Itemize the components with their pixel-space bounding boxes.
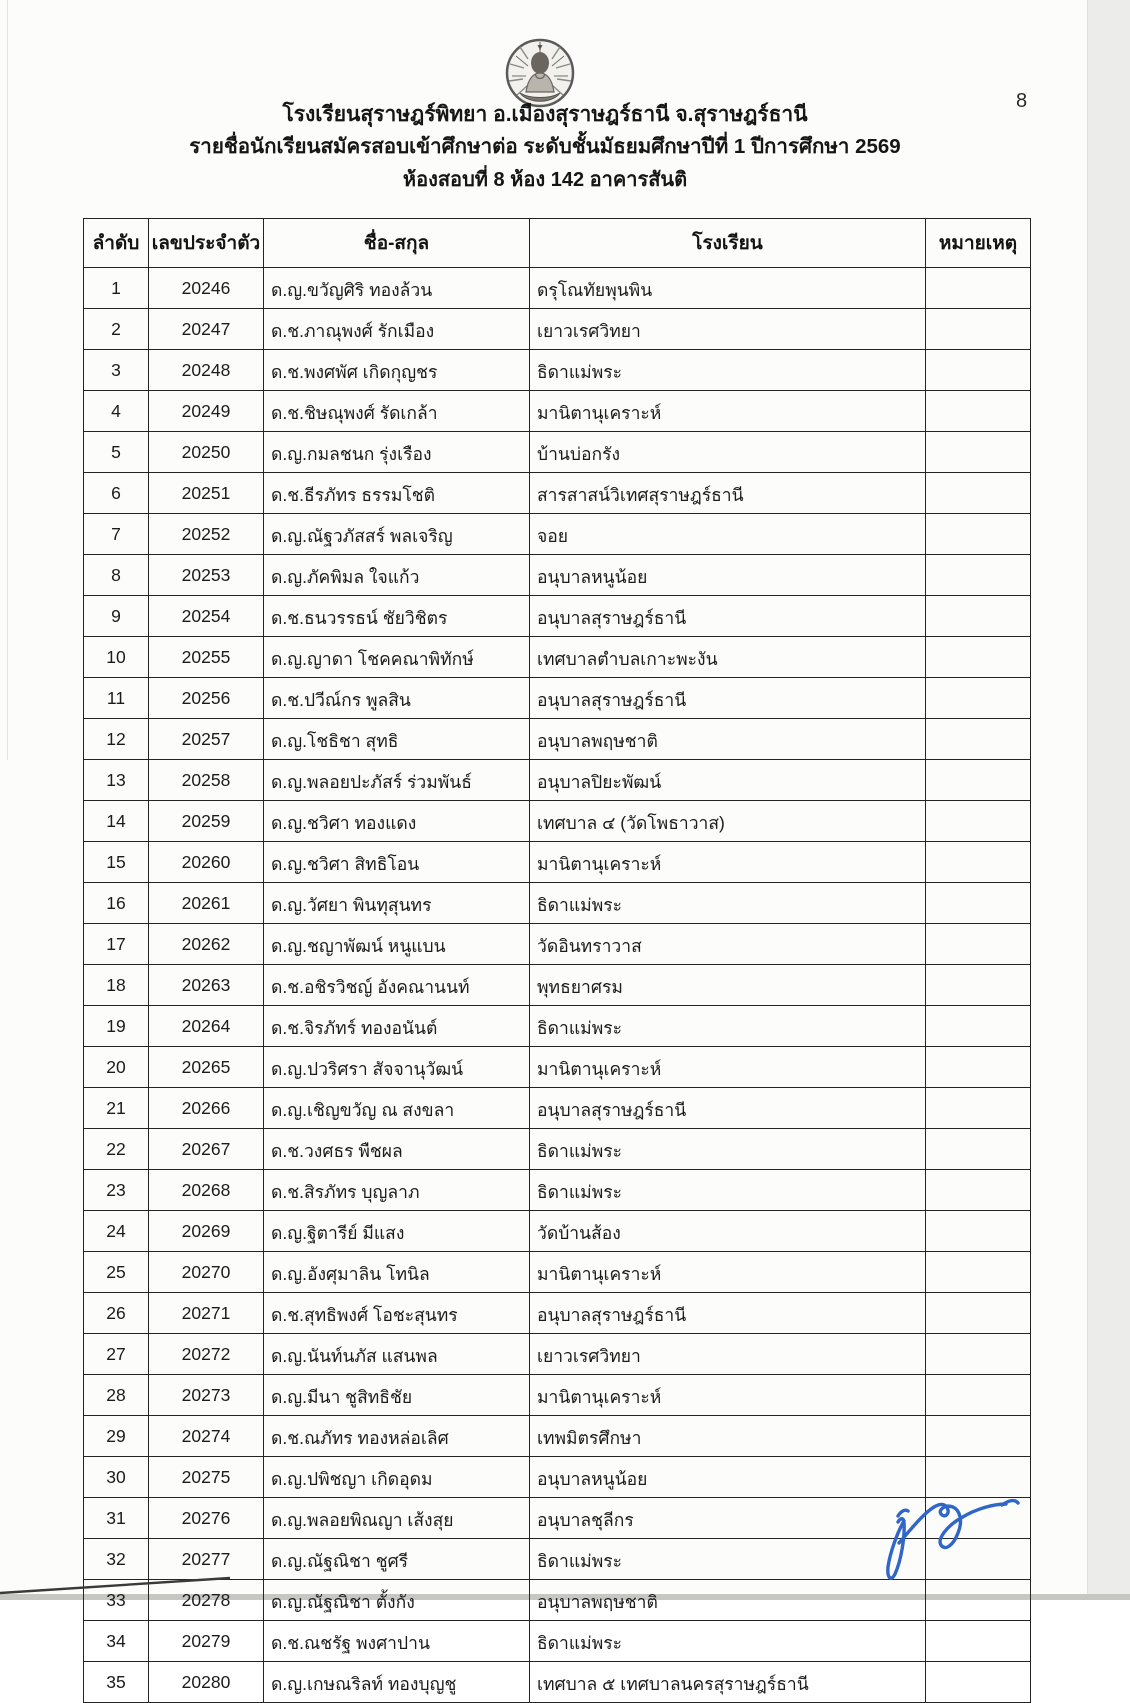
student-id-cell: 20257 <box>149 719 264 760</box>
student-id-cell: 20252 <box>149 514 264 555</box>
note-cell <box>926 1375 1031 1416</box>
order-cell: 14 <box>84 801 149 842</box>
order-cell: 30 <box>84 1457 149 1498</box>
table-row <box>84 1662 1031 1703</box>
name-cell: ด.ญ.วัศยา พินทุสุนทร <box>264 883 530 924</box>
name-cell: ด.ช.ภาณุพงศ์ รักเมือง <box>264 309 530 350</box>
name-cell: ด.ช.ณชรัฐ พงศาปาน <box>264 1621 530 1662</box>
school-cell: ธิดาแม่พระ <box>530 1621 926 1662</box>
school-cell: สารสาสน์วิเทศสุราษฎร์ธานี <box>530 473 926 514</box>
table-row <box>84 432 1031 473</box>
table-row <box>84 1539 1031 1580</box>
name-cell: ด.ช.สิรภัทร บุญลาภ <box>264 1170 530 1211</box>
name-cell: ด.ญ.ณัฐณิชา ชูศรี <box>264 1539 530 1580</box>
name-cell: ด.ช.สุทธิพงศ์ โอชะสุนทร <box>264 1293 530 1334</box>
name-cell: ด.ญ.ขวัญศิริ ทองล้วน <box>264 268 530 309</box>
school-cell: เทศบาลตำบลเกาะพะงัน <box>530 637 926 678</box>
school-cell: วัดบ้านส้อง <box>530 1211 926 1252</box>
school-cell: อนุบาลสุราษฎร์ธานี <box>530 1293 926 1334</box>
name-cell: ด.ญ.ชวิศา ทองแดง <box>264 801 530 842</box>
student-id-cell: 20279 <box>149 1621 264 1662</box>
school-cell: บ้านบ่อกรัง <box>530 432 926 473</box>
student-id-cell: 20250 <box>149 432 264 473</box>
table-row <box>84 309 1031 350</box>
table-row <box>84 1334 1031 1375</box>
note-cell <box>926 1539 1031 1580</box>
table-row <box>84 760 1031 801</box>
school-cell: จอย <box>530 514 926 555</box>
school-cell: อนุบาลพฤษชาติ <box>530 1580 926 1621</box>
table-row <box>84 1211 1031 1252</box>
note-cell <box>926 514 1031 555</box>
page-number: 8 <box>1016 90 1028 112</box>
name-cell: ด.ช.พงศพัศ เกิดกุญชร <box>264 350 530 391</box>
student-id-cell: 20263 <box>149 965 264 1006</box>
student-id-cell: 20267 <box>149 1129 264 1170</box>
name-cell: ด.ช.จิรภัทร์ ทองอนันต์ <box>264 1006 530 1047</box>
note-cell <box>926 965 1031 1006</box>
order-cell: 29 <box>84 1416 149 1457</box>
table-row <box>84 1498 1031 1539</box>
school-cell: เทศบาล ๕ เทศบาลนครสุราษฎร์ธานี <box>530 1662 926 1703</box>
header-school: โรงเรียน <box>530 219 926 268</box>
student-id-cell: 20275 <box>149 1457 264 1498</box>
note-cell <box>926 309 1031 350</box>
student-id-cell: 20266 <box>149 1088 264 1129</box>
student-id-cell: 20254 <box>149 596 264 637</box>
student-id-cell: 20270 <box>149 1252 264 1293</box>
note-cell <box>926 1252 1031 1293</box>
order-cell: 12 <box>84 719 149 760</box>
student-id-cell: 20264 <box>149 1006 264 1047</box>
table-row <box>84 1170 1031 1211</box>
name-cell: ด.ญ.เกษณริลท์ ทองบุญชู <box>264 1662 530 1703</box>
note-cell <box>926 432 1031 473</box>
name-cell: ด.ช.วงศธร พืชผล <box>264 1129 530 1170</box>
table-row <box>84 1375 1031 1416</box>
name-cell: ด.ญ.นันท์นภัส แสนพล <box>264 1334 530 1375</box>
order-cell: 2 <box>84 309 149 350</box>
table-row <box>84 678 1031 719</box>
table-row <box>84 268 1031 309</box>
table-row <box>84 1088 1031 1129</box>
name-cell: ด.ญ.พลอยพิณญา เส้งสุย <box>264 1498 530 1539</box>
school-cell: ธิดาแม่พระ <box>530 1170 926 1211</box>
name-cell: ด.ช.อชิรวิชญ์ อังคณานนท์ <box>264 965 530 1006</box>
student-id-cell: 20246 <box>149 268 264 309</box>
student-id-cell: 20271 <box>149 1293 264 1334</box>
note-cell <box>926 1662 1031 1703</box>
order-cell: 13 <box>84 760 149 801</box>
order-cell: 3 <box>84 350 149 391</box>
order-cell: 10 <box>84 637 149 678</box>
order-cell: 28 <box>84 1375 149 1416</box>
school-cell: อนุบาลหนูน้อย <box>530 555 926 596</box>
student-id-cell: 20268 <box>149 1170 264 1211</box>
order-cell: 19 <box>84 1006 149 1047</box>
table-row <box>84 965 1031 1006</box>
scan-right-edge <box>1087 0 1130 1600</box>
name-cell: ด.ญ.เชิญขวัญ ณ สงขลา <box>264 1088 530 1129</box>
student-id-cell: 20280 <box>149 1662 264 1703</box>
name-cell: ด.ช.ณภัทร ทองหล่อเลิศ <box>264 1416 530 1457</box>
note-cell <box>926 391 1031 432</box>
note-cell <box>926 719 1031 760</box>
student-id-cell: 20258 <box>149 760 264 801</box>
student-id-cell: 20269 <box>149 1211 264 1252</box>
table-row <box>84 801 1031 842</box>
order-cell: 9 <box>84 596 149 637</box>
school-cell: อนุบาลปิยะพัฒน์ <box>530 760 926 801</box>
name-cell: ด.ญ.ฐิตารีย์ มีแสง <box>264 1211 530 1252</box>
note-cell <box>926 1621 1031 1662</box>
note-cell <box>926 268 1031 309</box>
school-cell: พุทธยาศรม <box>530 965 926 1006</box>
note-cell <box>926 1580 1031 1621</box>
order-cell: 26 <box>84 1293 149 1334</box>
order-cell: 34 <box>84 1621 149 1662</box>
order-cell: 35 <box>84 1662 149 1703</box>
order-cell: 25 <box>84 1252 149 1293</box>
school-cell: อนุบาลสุราษฎร์ธานี <box>530 1088 926 1129</box>
table-row <box>84 473 1031 514</box>
student-id-cell: 20273 <box>149 1375 264 1416</box>
school-cell: ธิดาแม่พระ <box>530 883 926 924</box>
table-row <box>84 391 1031 432</box>
order-cell: 23 <box>84 1170 149 1211</box>
order-cell: 27 <box>84 1334 149 1375</box>
note-cell <box>926 1047 1031 1088</box>
table-row <box>84 1252 1031 1293</box>
name-cell: ด.ช.ปวีณ์กร พูลสิน <box>264 678 530 719</box>
order-cell: 17 <box>84 924 149 965</box>
table-row <box>84 1416 1031 1457</box>
school-cell: วัดอินทราวาส <box>530 924 926 965</box>
note-cell <box>926 678 1031 719</box>
table-row <box>84 350 1031 391</box>
list-title: รายชื่อนักเรียนสมัครสอบเข้าศึกษาต่อ ระดับชั้นมัธยมศึกษาปีที่ 1 ปีการศึกษา 2569 <box>189 135 901 158</box>
note-cell <box>926 1498 1031 1539</box>
name-cell: ด.ญ.ณัฐณิชา ตั้งกัง <box>264 1580 530 1621</box>
note-cell <box>926 801 1031 842</box>
school-cell: เทศบาล ๔ (วัดโพธาวาส) <box>530 801 926 842</box>
header-note: หมายเหตุ <box>926 219 1031 268</box>
student-id-cell: 20265 <box>149 1047 264 1088</box>
name-cell: ด.ญ.ญาดา โชคคณาพิทักษ์ <box>264 637 530 678</box>
note-cell <box>926 1088 1031 1129</box>
school-cell: มานิตานุเคราะห์ <box>530 842 926 883</box>
note-cell <box>926 1334 1031 1375</box>
table-row <box>84 637 1031 678</box>
order-cell: 18 <box>84 965 149 1006</box>
student-id-cell: 20251 <box>149 473 264 514</box>
name-cell: ด.ช.ธีรภัทร ธรรมโชติ <box>264 473 530 514</box>
note-cell <box>926 596 1031 637</box>
table-row <box>84 924 1031 965</box>
table-row <box>84 514 1031 555</box>
name-cell: ด.ช.ชิษณุพงศ์ รัดเกล้า <box>264 391 530 432</box>
order-cell: 20 <box>84 1047 149 1088</box>
school-cell: อนุบาลชุลีกร <box>530 1498 926 1539</box>
note-cell <box>926 555 1031 596</box>
school-title: โรงเรียนสุราษฎร์พิทยา อ.เมืองสุราษฎร์ธานี จ.สุราษฎร์ธานี <box>282 103 808 126</box>
note-cell <box>926 1416 1031 1457</box>
order-cell: 24 <box>84 1211 149 1252</box>
header-name: ชื่อ-สกุล <box>264 219 530 268</box>
note-cell <box>926 883 1031 924</box>
name-cell: ด.ญ.กมลชนก รุ่งเรือง <box>264 432 530 473</box>
note-cell <box>926 1006 1031 1047</box>
school-cell: มานิตานุเคราะห์ <box>530 391 926 432</box>
table-row <box>84 1457 1031 1498</box>
header-order: ลำดับ <box>84 219 149 268</box>
student-id-cell: 20274 <box>149 1416 264 1457</box>
note-cell <box>926 1457 1031 1498</box>
student-id-cell: 20253 <box>149 555 264 596</box>
school-cell: ธิดาแม่พระ <box>530 1129 926 1170</box>
table-row <box>84 1047 1031 1088</box>
order-cell: 11 <box>84 678 149 719</box>
student-id-cell: 20260 <box>149 842 264 883</box>
school-cell: เยาวเรศวิทยา <box>530 1334 926 1375</box>
student-id-cell: 20247 <box>149 309 264 350</box>
name-cell: ด.ญ.ณัฐวภัสสร์ พลเจริญ <box>264 514 530 555</box>
school-cell: ธิดาแม่พระ <box>530 1006 926 1047</box>
note-cell <box>926 1293 1031 1334</box>
note-cell <box>926 637 1031 678</box>
school-cell: ธิดาแม่พระ <box>530 1539 926 1580</box>
note-cell <box>926 760 1031 801</box>
school-cell: เยาวเรศวิทยา <box>530 309 926 350</box>
name-cell: ด.ญ.ภัคพิมล ใจแก้ว <box>264 555 530 596</box>
name-cell: ด.ช.ธนวรรธน์ ชัยวิชิตร <box>264 596 530 637</box>
note-cell <box>926 924 1031 965</box>
school-emblem-logo <box>502 36 578 112</box>
school-cell: อนุบาลสุราษฎร์ธานี <box>530 596 926 637</box>
order-cell: 31 <box>84 1498 149 1539</box>
order-cell: 21 <box>84 1088 149 1129</box>
order-cell: 5 <box>84 432 149 473</box>
header-student-id: เลขประจำตัว <box>149 219 264 268</box>
name-cell: ด.ญ.มีนา ชูสิทธิชัย <box>264 1375 530 1416</box>
student-id-cell: 20272 <box>149 1334 264 1375</box>
student-id-cell: 20256 <box>149 678 264 719</box>
order-cell: 33 <box>84 1580 149 1621</box>
note-cell <box>926 473 1031 514</box>
school-cell: เทพมิตรศึกษา <box>530 1416 926 1457</box>
student-roster-table <box>83 218 1031 1703</box>
table-row <box>84 596 1031 637</box>
order-cell: 7 <box>84 514 149 555</box>
school-cell: อนุบาลพฤษชาติ <box>530 719 926 760</box>
student-id-cell: 20249 <box>149 391 264 432</box>
order-cell: 16 <box>84 883 149 924</box>
order-cell: 32 <box>84 1539 149 1580</box>
note-cell <box>926 842 1031 883</box>
note-cell <box>926 1170 1031 1211</box>
name-cell: ด.ญ.ชวิศา สิทธิโอน <box>264 842 530 883</box>
table-row <box>84 1129 1031 1170</box>
student-id-cell: 20255 <box>149 637 264 678</box>
order-cell: 1 <box>84 268 149 309</box>
order-cell: 15 <box>84 842 149 883</box>
scan-left-edge-line <box>7 0 8 760</box>
name-cell: ด.ญ.โชธิชา สุทธิ <box>264 719 530 760</box>
table-row <box>84 1580 1031 1621</box>
school-cell: ดรุโณทัยพุนพิน <box>530 268 926 309</box>
school-cell: มานิตานุเคราะห์ <box>530 1375 926 1416</box>
student-id-cell: 20277 <box>149 1539 264 1580</box>
note-cell <box>926 1211 1031 1252</box>
school-cell: อนุบาลหนูน้อย <box>530 1457 926 1498</box>
note-cell <box>926 1129 1031 1170</box>
table-row <box>84 1621 1031 1662</box>
school-cell: ธิดาแม่พระ <box>530 350 926 391</box>
name-cell: ด.ญ.อังศุมาลิน โทนิล <box>264 1252 530 1293</box>
student-id-cell: 20276 <box>149 1498 264 1539</box>
table-row <box>84 1006 1031 1047</box>
school-cell: อนุบาลสุราษฎร์ธานี <box>530 678 926 719</box>
table-header-row <box>84 219 1031 268</box>
school-cell: มานิตานุเคราะห์ <box>530 1252 926 1293</box>
name-cell: ด.ญ.ปพิชญา เกิดอุดม <box>264 1457 530 1498</box>
name-cell: ด.ญ.ปวริศรา สัจจานุวัฒน์ <box>264 1047 530 1088</box>
name-cell: ด.ญ.ชญาพัฒน์ หนูแบน <box>264 924 530 965</box>
exam-room-title: ห้องสอบที่ 8 ห้อง 142 อาคารสันติ <box>402 168 688 191</box>
order-cell: 8 <box>84 555 149 596</box>
table-row <box>84 1293 1031 1334</box>
student-id-cell: 20248 <box>149 350 264 391</box>
order-cell: 6 <box>84 473 149 514</box>
table-row <box>84 719 1031 760</box>
table-row <box>84 555 1031 596</box>
school-cell: มานิตานุเคราะห์ <box>530 1047 926 1088</box>
student-id-cell: 20259 <box>149 801 264 842</box>
order-cell: 4 <box>84 391 149 432</box>
student-id-cell: 20262 <box>149 924 264 965</box>
name-cell: ด.ญ.พลอยปะภัสร์ ร่วมพันธ์ <box>264 760 530 801</box>
student-id-cell: 20261 <box>149 883 264 924</box>
student-id-cell: 20278 <box>149 1580 264 1621</box>
table-row <box>84 883 1031 924</box>
table-row <box>84 842 1031 883</box>
order-cell: 22 <box>84 1129 149 1170</box>
note-cell <box>926 350 1031 391</box>
document-header <box>30 104 1060 202</box>
